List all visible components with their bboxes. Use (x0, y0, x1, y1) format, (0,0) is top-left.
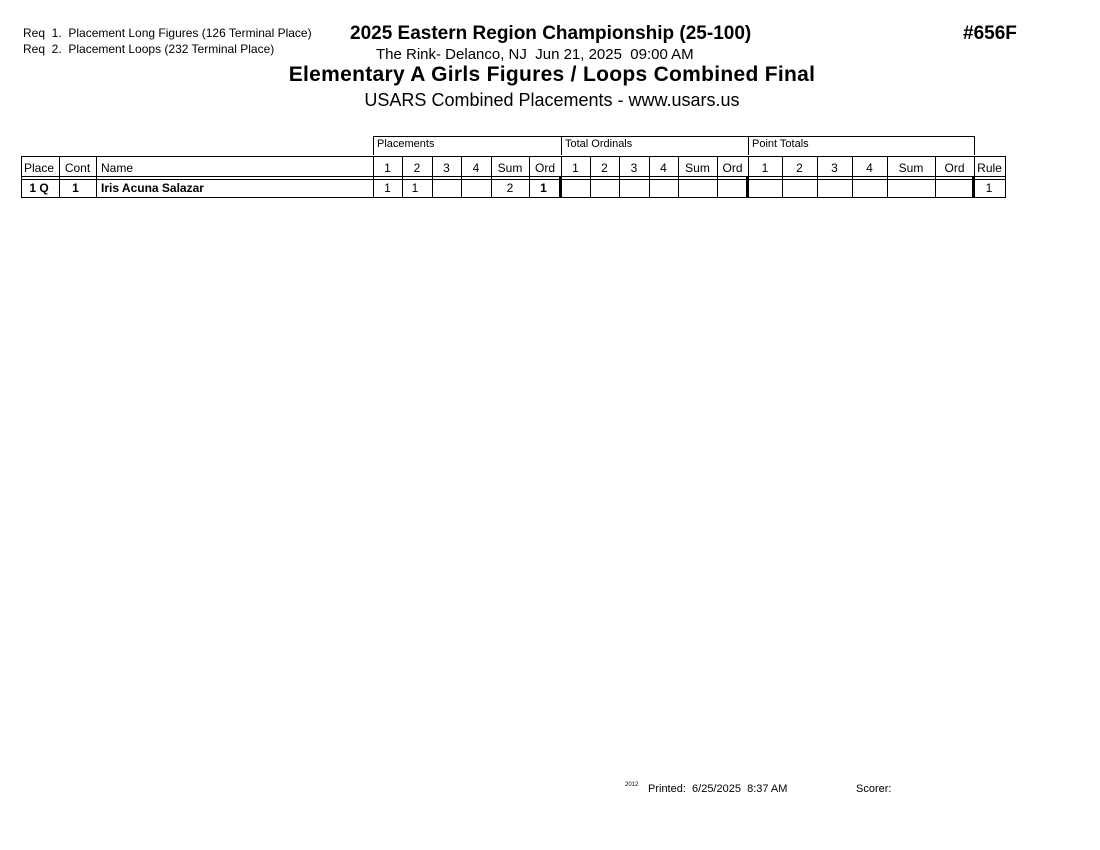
col-header-placements-1: 1 (384, 161, 391, 175)
col-divider (1005, 156, 1006, 198)
col-header-points-1: 1 (761, 161, 769, 175)
section-divider-thick (746, 177, 749, 198)
group-placements: Placements (373, 136, 562, 155)
location-date: The Rink- Delanco, NJ Jun 21, 2025 09:00 AM (376, 46, 694, 63)
event-name: Elementary A Girls Figures / Loops Combined Final (288, 63, 816, 86)
col-header-ordinals-sum: Sum (685, 161, 710, 175)
col-header-ordinals-2: 2 (601, 161, 608, 175)
col-header-placements-sum: Sum (497, 161, 523, 175)
col-header-points-2: 2 (796, 161, 803, 175)
col-header-ordinals-3: 3 (630, 161, 638, 175)
cell-cont: 1 (72, 181, 79, 195)
table-row-bottom-border (21, 197, 1006, 198)
col-header-points-ord: Ord (944, 161, 965, 175)
col-header-placements-3: 3 (443, 161, 450, 175)
col-header-points-4: 4 (866, 161, 873, 175)
competition-title: 2025 Eastern Region Championship (25-100) (350, 23, 752, 44)
requirement-1: Req 1. Placement Long Figures (126 Terminal Place) (23, 26, 312, 40)
group-point-totals: Point Totals (748, 136, 975, 155)
col-header-ordinals-1: 1 (572, 161, 579, 175)
cell-placements-sum: 2 (506, 181, 514, 195)
col-header-cont: Cont (64, 161, 91, 175)
group-total-ordinals: Total Ordinals (561, 136, 749, 155)
cell-placements-4 (461, 181, 491, 195)
col-header-name: Name (101, 161, 134, 175)
cell-placements-3 (432, 181, 461, 195)
cell-rule: 1 (985, 181, 993, 195)
col-header-placements-4: 4 (472, 161, 480, 175)
col-header-placements-2: 2 (413, 161, 421, 175)
col-header-ordinals-4: 4 (660, 161, 667, 175)
cell-placements-1: 1 (384, 181, 391, 195)
event-number: #656F (963, 23, 1017, 44)
section-divider-thick (559, 177, 562, 198)
usars-line: USARS Combined Placements - www.usars.us (364, 90, 740, 110)
col-header-points-sum: Sum (898, 161, 924, 175)
table-header-top-border (21, 156, 1006, 157)
col-header-place: Place (24, 161, 55, 175)
footer-code: 2012 (625, 782, 639, 788)
cell-placements-ord: 1 (540, 181, 547, 195)
requirement-2: Req 2. Placement Loops (232 Terminal Place) (23, 42, 275, 56)
col-header-ordinals-ord: Ord (722, 161, 743, 175)
col-header-points-3: 3 (831, 161, 838, 175)
cell-placements-2: 1 (411, 181, 419, 195)
col-header-rule: Rule (977, 161, 1002, 175)
table-header-double-border (21, 176, 1006, 180)
col-header-placements-ord: Ord (534, 161, 555, 175)
printed-timestamp: Printed: 6/25/2025 8:37 AM (648, 783, 788, 795)
cell-place: 1 Q (29, 181, 49, 195)
scorer-label: Scorer: (856, 783, 892, 795)
cell-name: Iris Acuna Salazar (101, 181, 204, 195)
